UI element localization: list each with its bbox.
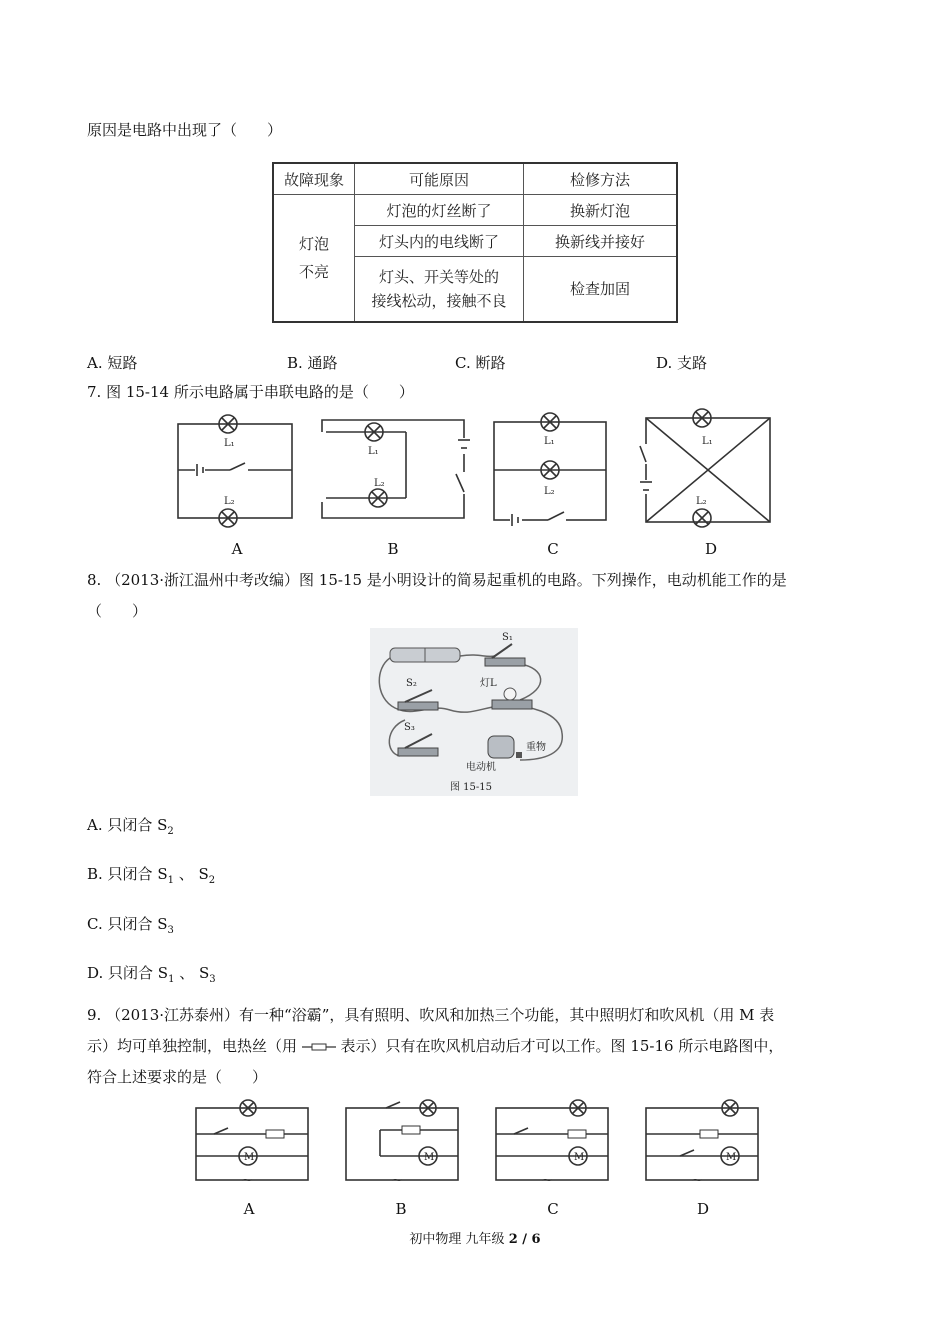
lamp-label: L₂ <box>224 496 235 507</box>
q9-circuit-d <box>646 1100 758 1187</box>
q7-circuit-figures <box>170 408 790 532</box>
lamp-holder-icon <box>492 700 532 709</box>
cause-line-1: 灯头、开关等处的 <box>378 268 499 286</box>
q9-label-d: D <box>696 1200 710 1218</box>
q7-label-d: D <box>704 540 718 558</box>
lamp-label: 灯L <box>480 678 497 689</box>
lamp-label: L₁ <box>702 436 713 447</box>
table-header: 可能原因 <box>355 163 524 195</box>
crane-circuit-drawing <box>370 628 578 796</box>
fix-cell: 换新灯泡 <box>524 195 678 226</box>
switch-s2-icon <box>398 702 438 710</box>
table-row <box>273 195 677 226</box>
q8-option-a[interactable]: A. 只闭合 $S_2$ <box>87 816 174 837</box>
switch-s3-icon <box>398 748 438 756</box>
q6-stem-tail: 原因是电路中出现了（ ） <box>87 121 283 139</box>
lamp-label: L₂ <box>374 478 385 489</box>
fix-cell: 换新线并接好 <box>524 226 678 257</box>
fix-cell: 检查加固 <box>524 257 678 323</box>
circuit-b <box>318 420 470 518</box>
svg-text:M: M <box>574 1152 585 1163</box>
q7-label-b: B <box>387 540 399 558</box>
crane-circuit-figure <box>370 628 578 796</box>
q9-stem-line-3: 符合上述要求的是（ ） <box>87 1068 268 1086</box>
q9-label-b: B <box>395 1200 407 1218</box>
table-header-row <box>273 163 677 195</box>
cause-cell: 灯泡的灯丝断了 <box>355 195 524 226</box>
circuit-a <box>178 415 292 527</box>
svg-text:M: M <box>424 1152 435 1163</box>
s3-label: S₃ <box>404 722 415 733</box>
motor-icon <box>488 736 514 758</box>
switch-icon <box>514 1128 528 1134</box>
weight-icon <box>516 752 522 758</box>
cause-cell: 灯头内的电线断了 <box>355 226 524 257</box>
q9-label-a: A <box>243 1200 255 1218</box>
motor-label: 电动机 <box>466 762 496 773</box>
q9-label-c: C <box>547 1200 559 1218</box>
resistor-icon <box>302 1042 336 1052</box>
heater-icon <box>700 1130 718 1138</box>
svg-text:M: M <box>726 1152 737 1163</box>
heater-icon <box>402 1126 420 1134</box>
q8-stem-line-1: 8. （2013·浙江温州中考改编）图 15-15 是小明设计的简易起重机的电路。下列操作，电动机能工作的是 <box>87 571 787 589</box>
ac-source-icon: ～ <box>392 1176 402 1187</box>
q7-label-a: A <box>231 540 243 558</box>
q6-option-a[interactable]: A. 短路 <box>87 354 138 372</box>
q6-option-d[interactable]: D. 支路 <box>656 354 708 372</box>
symptom-line-1: 灯泡 <box>298 235 329 253</box>
q8-option-b[interactable]: B. 只闭合 $S_1$ 、 $S_2$ <box>87 865 216 886</box>
svg-text:M: M <box>244 1152 255 1163</box>
weight-label: 重物 <box>526 742 546 753</box>
q8-option-d[interactable]: D. 只闭合 $S_1$ 、 $S_3$ <box>87 964 216 985</box>
fault-table <box>272 162 678 323</box>
q7-stem: 7. 图 15-14 所示电路属于串联电路的是（ ） <box>87 383 414 401</box>
symptom-cell <box>273 195 355 323</box>
q9-circuit-c <box>496 1100 608 1187</box>
circuit-b-loop <box>322 420 464 518</box>
heater-icon <box>568 1130 586 1138</box>
s2-label: S₂ <box>406 678 417 689</box>
q6-option-c[interactable]: C. 断路 <box>455 354 506 372</box>
page-number: 2 / 6 <box>508 1232 541 1247</box>
q9-circuit-a <box>196 1100 308 1187</box>
figure-caption: 图 15-15 <box>450 782 493 793</box>
q9-stem-line-2: 示）均可单独控制，电热丝（用 表示）只有在吹风机启动后才可以工作。图 15-16 所示电路图中， <box>87 1037 784 1055</box>
page-footer <box>0 1228 950 1247</box>
footer-course: 初中物理 九年级 <box>409 1232 509 1247</box>
heater-icon <box>266 1130 284 1138</box>
q9-circuit-figures <box>190 1098 790 1193</box>
ac-source-icon: ～ <box>542 1176 552 1187</box>
q6-option-b[interactable]: B. 通路 <box>287 354 338 372</box>
switch-s1-icon <box>485 658 525 666</box>
circuit-c <box>494 413 606 527</box>
lamp-label: L₁ <box>224 438 235 449</box>
circuit-d <box>640 409 770 527</box>
lamp-label: L₁ <box>544 436 555 447</box>
ac-source-icon: ～ <box>242 1176 252 1187</box>
bulb-icon <box>504 688 516 700</box>
q8-option-c[interactable]: C. 只闭合 $S_3$ <box>87 915 174 936</box>
switch-icon <box>386 1102 400 1108</box>
ac-source-icon: ～ <box>692 1176 702 1187</box>
table-header: 故障现象 <box>273 163 355 195</box>
q9-stem-line-1: 9. （2013·江苏泰州）有一种“浴霸”，具有照明、吹风和加热三个功能，其中照明灯和吹风机（用 M 表 <box>87 1006 775 1024</box>
table-header: 检修方法 <box>524 163 678 195</box>
lamp-label: L₂ <box>696 496 707 507</box>
cause-cell <box>355 257 524 323</box>
s1-label: S₁ <box>502 632 513 643</box>
q9-circuit-b <box>346 1100 458 1187</box>
switch-icon <box>680 1150 694 1156</box>
lamp-label: L₁ <box>368 446 379 457</box>
switch-icon <box>214 1128 228 1134</box>
q7-label-c: C <box>547 540 559 558</box>
lamp-label: L₂ <box>544 486 555 497</box>
symptom-line-2: 不亮 <box>298 263 329 281</box>
cause-line-2: 接线松动，接触不良 <box>371 292 507 310</box>
q8-stem-line-2: （ ） <box>87 602 148 620</box>
